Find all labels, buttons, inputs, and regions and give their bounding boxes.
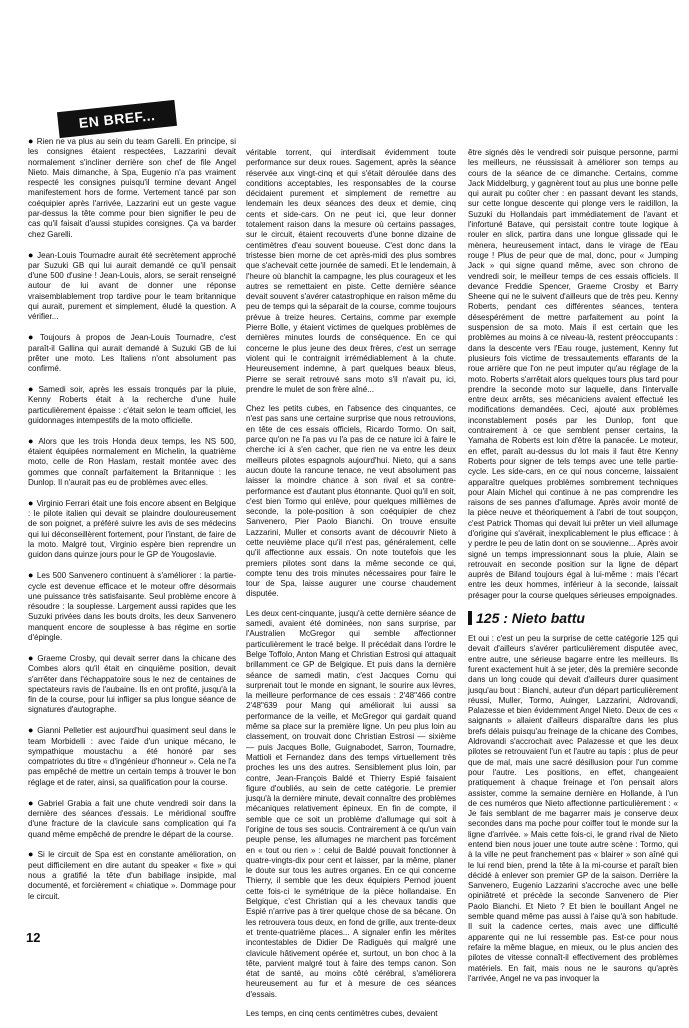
bref-item: ● Si le circuit de Spa est en constante amélioration, on peut difficilement en dire autant du speaker « fixe » qui nous a gratifié la tête d'un babillage insipide, mal documenté, et forcièrement « chiatique ». Dommage pour le circuit. [28, 849, 237, 901]
section-heading-text: 125 : Nieto battu [476, 610, 585, 627]
section-heading [468, 610, 678, 626]
bullet-icon: ● [28, 849, 35, 860]
bullet-icon: ● [28, 332, 37, 343]
en-bref-badge [57, 100, 177, 138]
article-paragraph: Les temps, en cinq cents centimètres cubes, devaient [246, 1009, 438, 1019]
article-paragraph: véritable torrent, qui interdisait évidemment toute performance sur deux roues. Sagement, après la séance réservée aux vingt-cinq et qui s'était déroulée dans des conditions acceptables, les responsables de la course décidaient purement et simplement de remettre au lendemain les deux séances des deux et demie, cinq cents et side-cars. On ne peut ici, que leur donner totalement raison dans la mesure où certains passages, sur le circuit, étaient recouverts d'une bonne dizaine de centimètres d'eau souvent boueuse. C'est donc dans la tristesse bien morne de cet après-midi des plus sombres que s'achevait cette journée de samedi. Et le lendemain, à l'heure où blanchit la campagne, les plus courageux et les autres se remettaient en piste. Cette dernière séance devait souvent s'avérer catastrophique en raison même du peu de temps qui la séparait de la course, comme toujours prévue à treize heures. Certains, comme par exemple Pierre Bolle, y étaient victimes de quelques problèmes de dernières minutes lourds de conséquence. En ce qui concerne le plus jeune des deux frères, c'est un serrage violent qui le contraignit irrémédiablement à la chute. Heureusement indemne, à part quelques beaux bleus, Pierre se serait retrouvé sans moto s'il n'avait pu, ici, prendre le mulet de son frère aîné... [246, 148, 456, 394]
bref-item: ● Gianni Pelletier est aujourd'hui quasiment seul dans le team Morbidelli : avec l'aide d'un unique mécano, le sympathique moustachu a été honoré par ses compatriotes du titre « d'ingénieur d'honneur ». Cela ne l'a pas empêché de mettre un certain temps à trouver le bon réglage et de rater, ainsi, sa qualification pour la course. [28, 725, 236, 787]
column-article-middle [246, 148, 456, 1028]
article-paragraph: Et oui : c'est un peu la surprise de cette catégorie 125 qui devait d'ailleurs s'avérer particulièrement disputée avec, entre autre, une sérieuse bagarre entre les meilleurs. Ils furent exactement huit à se jeter, dès la première seconde dans un long coude qui devait d'ailleurs durer quasiment jusqu'au bout : Bianchi, auteur d'un départ particulièrement réussi, Muller, Tormo, Auinger, Lazzarini, Aldrovandi, Palazesse et bien évidemment Angel Nieto. Deux de ces « saignants » allaient d'ailleurs disparaître dans les plus brefs délais puisqu'au freinage de la chicane des Combes, Aldrovandi s'accrochait avec Palazesse et que les deux pilotes se retrouvaient l'un et l'autre au tapis : plus de peur que de mal, mais une sacré désillusion pour l'un comme pour l'autre. Les positions, en effet, changeaient pratiquement à chaque freinage et l'on pensait alors assister, comme la semaine dernière en Hollande, à l'un de ces numéros que Nieto affectionne particulièrement : « Je fais semblant de me bagarrer mais je conserve deux secondes dans ma poche pour coiffer tout le monde sur la ligne d'arrivée. » Mais cette fois-ci, le grand rival de Nieto entend bien nous jouer une toute autre scène : Tormo, qui à la ville ne peut franchement pas « blairer » son aîné qui le lui rend bien, prend la tête à la mi-course et paraît bien décidé à enlever son premier GP de la saison. Derrière la Sanvenero, Eugenio Lazzarini s'accroche avec une belle opiniâtreté et précède la seconde Sanvenero de Pier Paolo Bianchi. Et Nieto ? Et bien le bouillant Angel ne semble quand même pas aussi à l'aise qu'à son habitude. Il suit la cadence certes, mais avec une difficulté apparente qui ne lui ressemble pas. Est-ce pour nous refaire la même blague, en mieux, ou le plus ancien des pilotes de vitesse connaît-il effectivement des problèmes matériels. En fait, mais nous ne le saurons qu'après l'arrivée, Angel ne va pas invoquer la [468, 634, 678, 983]
bullet-icon: ● [28, 435, 36, 446]
bullet-icon: ● [28, 797, 35, 808]
heading-bar [468, 611, 472, 625]
bullet-icon: ● [28, 384, 36, 395]
bullet-icon: ● [28, 725, 35, 736]
bref-item: ● Samedi soir, après les essais tronqués par la pluie, Kenny Roberts était à la recherche d'une huile particulièrement épaisse : c'était selon le team officiel, les guidonnages intempestifs de la moto officielle. [28, 384, 236, 425]
bref-item: ● Toujours à propos de Jean-Louis Tournadre, c'est paraît-il Gallina qui aurait demandé à Suzuki GB de lui prêter une moto. Les Italiens n'ont absolument pas confirmé. [28, 332, 236, 374]
bullet-icon: ● [28, 249, 35, 260]
bullet-icon: ● [28, 652, 35, 663]
bref-item: ● Gabriel Grabia a fait une chute vendredi soir dans la dernière des séances d'essais. Le méridional souffre d'une fracture de la clavicule sans complication qui l'a quand même empêché de prendre le départ de la course. [28, 797, 236, 839]
article-paragraph: Les deux cent-cinquante, jusqu'à cette dernière séance de samedi, avaient été dominées, non sans surprise, par l'Australien McGregor qui semble affectionner particulièrement le tracé belge. Il précédait dans l'ordre le Belge Toffolo, Anton Mang et Christian Estrosi qui attaquait brillamment ce GP de Belgique. Et puis dans la dernière séance de samedi matin, c'est Jacques Cornu qui surprenait tout le monde en signant, le sourire aux lèvres, la meilleure performance de ces essais : 2'48"466 contre 2'48"639 pour Mang qui améliorait lui aussi sa performance de la veille, et McGregor qui gardait quand même sa place sur la première ligne. Un peu plus loin au classement, on trouvait donc Christian Estrosi — sixième — puis Jacques Bolle, Guignabodet, Sarron, Tournadre, Mattioli et Fernandez dans des temps virtuellement très proches les uns des autres. Sensiblement plus loin, par contre, Jean-François Baldé et Thierry Espié faisaient figure d'oubliés, au sein de cette catégorie. Le premier jusqu'à la dernière minute, devait connaître des problèmes mécaniques relativement épineux. En fin de compte, il semble que ce soit un problème d'allumage qui soit à l'origine de tous ses soucis. Contrairement à ce qu'un vain peuple pense, les allumages ne marchent pas forcément en « tout ou rien » : celui de Baldé pouvait fonctionner à quatre-vingts-dix pour cent et laisser, par la même, planer le doute sur tous les autres organes. En ce qui concerne Thierry, il semble que les deux équipiers Pernod jouent cette fois-ci le symétrique de la pièce hollandaise. En Belgique, c'est Christian qui a les chevaux tandis que Espié n'arrive pas à tirer quelque chose de sa bécane. On les retrouvera tous deux, en fond de grille, aux trente-deux et trente-quatrième places... A signaler enfin les mérites incontestables de Didier De Radiguès qui malgré une clavicule hâtivement opérée et, surtout, un bon choc à la tête, parvient malgré tout à faire des temps canon. Son état de santé, au moins côté cérébral, s'améliorera heureusement au fur et à mesure de ces séances d'essais. [246, 608, 456, 999]
badge-label: EN BREF... [78, 107, 156, 131]
bref-item: ● Alors que les trois Honda deux temps, les NS 500, étaient équipées normalement en Michelin, la quatrième moto, celle de Ron Haslam, restait montée avec des gommes que connaît parfaitement la Britannique : les Dunlop. Il n'aurait pas eu de problèmes avec elles. [28, 435, 237, 487]
bref-item: ● Graeme Crosby, qui devait serrer dans la chicane des Combes alors qu'il était en cinquième position, devait s'arrêter dans l'échappatoire sous le nez de centaines de spectateurs ravis de l'aubaine. Ils en ont profité, jusqu'à la fin de la course, pour lui infliger sa plus longue séance de signatures d'autographe. [28, 652, 236, 715]
bref-item: ● Jean-Louis Tournadre aurait été secrètement approché par Suzuki GB qui lui aurait demandé ce qu'il pensait d'une 500 d'usine ! Jean-Louis, alors, se serait renseigné autour de lui avant de donner une réponse vraisemblablement trop tardive pour le team britannique qui aurait, purement et simplement, éludé la question. A vérifier... [28, 249, 237, 322]
column-article-right [468, 148, 678, 993]
bullet-icon: ● [28, 136, 34, 146]
bref-item: ● Les 500 Sanvenero continuent à s'améliorer : la partie-cycle est devenue efficace et le moteur offre désormais une puissance très satisfaisante. Seul problème encore à résoudre : la souplesse. Largement aussi rapides que les Suzuki privées dans les bouts droits, les deux Sanvenero manquent encore de souplesse à bas régime en sortie d'épingle. [28, 570, 236, 643]
bref-item: ● Rien ne va plus au sein du team Garelli. En principe, si les consignes étaient respectées, Lazzarini devait normalement s'incliner derrière son chef de file Angel Nieto. Mais dimanche, à Spa, Eugenio n'a pas vraiment respecté les consignes puisqu'il termine devant Angel manifestement hors de forme. Vertement tancé par son coéquipier après l'arrivée, Lazzarini eut un geste vague par-dessus la tête comme pour bien signifier le peu de cas qu'il faisait d'aussi stupides consignes. Ça va barder chez Garelli. [28, 136, 236, 239]
column-en-bref [28, 136, 236, 912]
bullet-icon: ● [28, 570, 34, 581]
article-paragraph: être signés dès le vendredi soir puisque personne, parmi les meilleurs, ne réussissait à améliorer son temps au cours de la séance de ce dimanche. Certains, comme Jack Middelburg, y gagnèrent tout au plus une bonne pelle qui aurait pu coûter cher : en passant devant les stands, sur cette longue descente qui plonge vers le raidillon, la Suzuki du Hollandais part immédiatement de l'avant et l'infortuné Batave, qui persistait contre toute logique à rouler en slick, partira dans une longue glissade qui le mènera, heureusement intact, dans le virage de l'Eau rouge ! Plus de peur que de mal, donc, pour « Jumping Jack » qui signe quand même, avec son chrono de vendredi soir, le meilleur temps de ces essais officiels. Il devance Freddie Spencer, Graeme Crosby et Barry Sheene qui ne le suivent d'ailleurs que de très peu. Kenny Roberts, pendant ces différentes séances, tentera désespérément de mettre parfaitement au point la suspension de sa moto. Mais il est certain que les problèmes au moins à ce niveau-là, restent préoccupants : dans la descente vers l'Eau rouge, justement, Kenny fut plusieurs fois victime de tressautements effarants de la roue arrière que l'on ne peut imputer qu'au réglage de la moto. Roberts s'arrêtait alors quelques tours plus tard pour prendre la seconde moto sur laquelle, dans l'intervalle entre deux arrêts, ses mécaniciens avaient effectué les modifications demandées. Ceci, ajouté aux problèmes inconstablement posés par les Dunlop, font que contrairement à ce que semblent penser certains, la Yamaha de Roberts est loin d'être la panacée. Le moteur, en effet, paraît au-dessus du lot mais il faut être Kenny Roberts pour signer de tels temps avec une telle partie-cycle. Les side-cars, en ce qui nous concerne, laissaient apparaître quelques problèmes sombrement techniques pour Alain Michel qui continue à ne pas comprendre les raisons de ses pannes d'allumage. Après avoir monté de la pièce neuve et théoriquement à l'abri de tout soupçon, c'est Patrick Thomas qui devait lui prêter un vieil allumage d'origine qui s'avérait, inexplicablement le plus efficace : à y perdre le peu de latin dont on se souvienne... Après avoir signé un temps impressionnant sous la pluie, Alain se retrouvait en seconde position sur la ligne de départ auprès de Biland toujours égal à lui-même : mais l'écart entre les deux hommes, inférieur à la seconde, laissait présager pour la course quelques sérieuses empoignades. [468, 148, 678, 600]
article-paragraph: Chez les petits cubes, en l'absence des cinquantes, ce n'est pas sans une certaine surprise que nous retrouvions, en tête de ces essais officiels, Ricardo Tormo. On sait, parce qu'on ne l'a pas vu l'a pas de ce nature ici à faire le cherche ici à s'en cacher, que rien ne va entre les deux meilleurs pilotes espagnols aujourd'hui. Nieto, qui a sans aucun doute la rancune tenace, ne veut absolument pas laisser la moindre chance à son rival et sa contre-performance est d'autant plus étonnante. Quoi qu'il en soit, c'est bien Tormo qui enlève, pour quelques millièmes de seconde, la pole-position à son coéquipier de chez Sanvenero, Pier Paolo Bianchi. On trouve ensuite Lazzarini, Muller et consorts avant de découvrir Nieto à cette neuvième place qu'il n'est pas, généralement, celle qu'il affectionne aux essais. On note toutefois que les premiers pilotes sont dans la même seconde ce qui, compte tenu des trois minutes nécessaires pour faire le tour de Spa, laisse augurer une course chaudement disputée. [246, 404, 456, 599]
page-number: 12 [26, 930, 41, 945]
bref-item: ● Virginio Ferrari était une fois encore absent en Belgique : le pilote italien qui devait se plaindre douloureusement de son poignet, a préféré suivre les avis de ses médecins qui lui déconseillèrent fortement, pour l'instant, de faire de la moto. Malgré tout, Virginio espère bien reprendre un guidon dans quinze jours pour le GP de Yougoslavie. [28, 497, 236, 560]
bullet-icon: ● [28, 497, 34, 508]
